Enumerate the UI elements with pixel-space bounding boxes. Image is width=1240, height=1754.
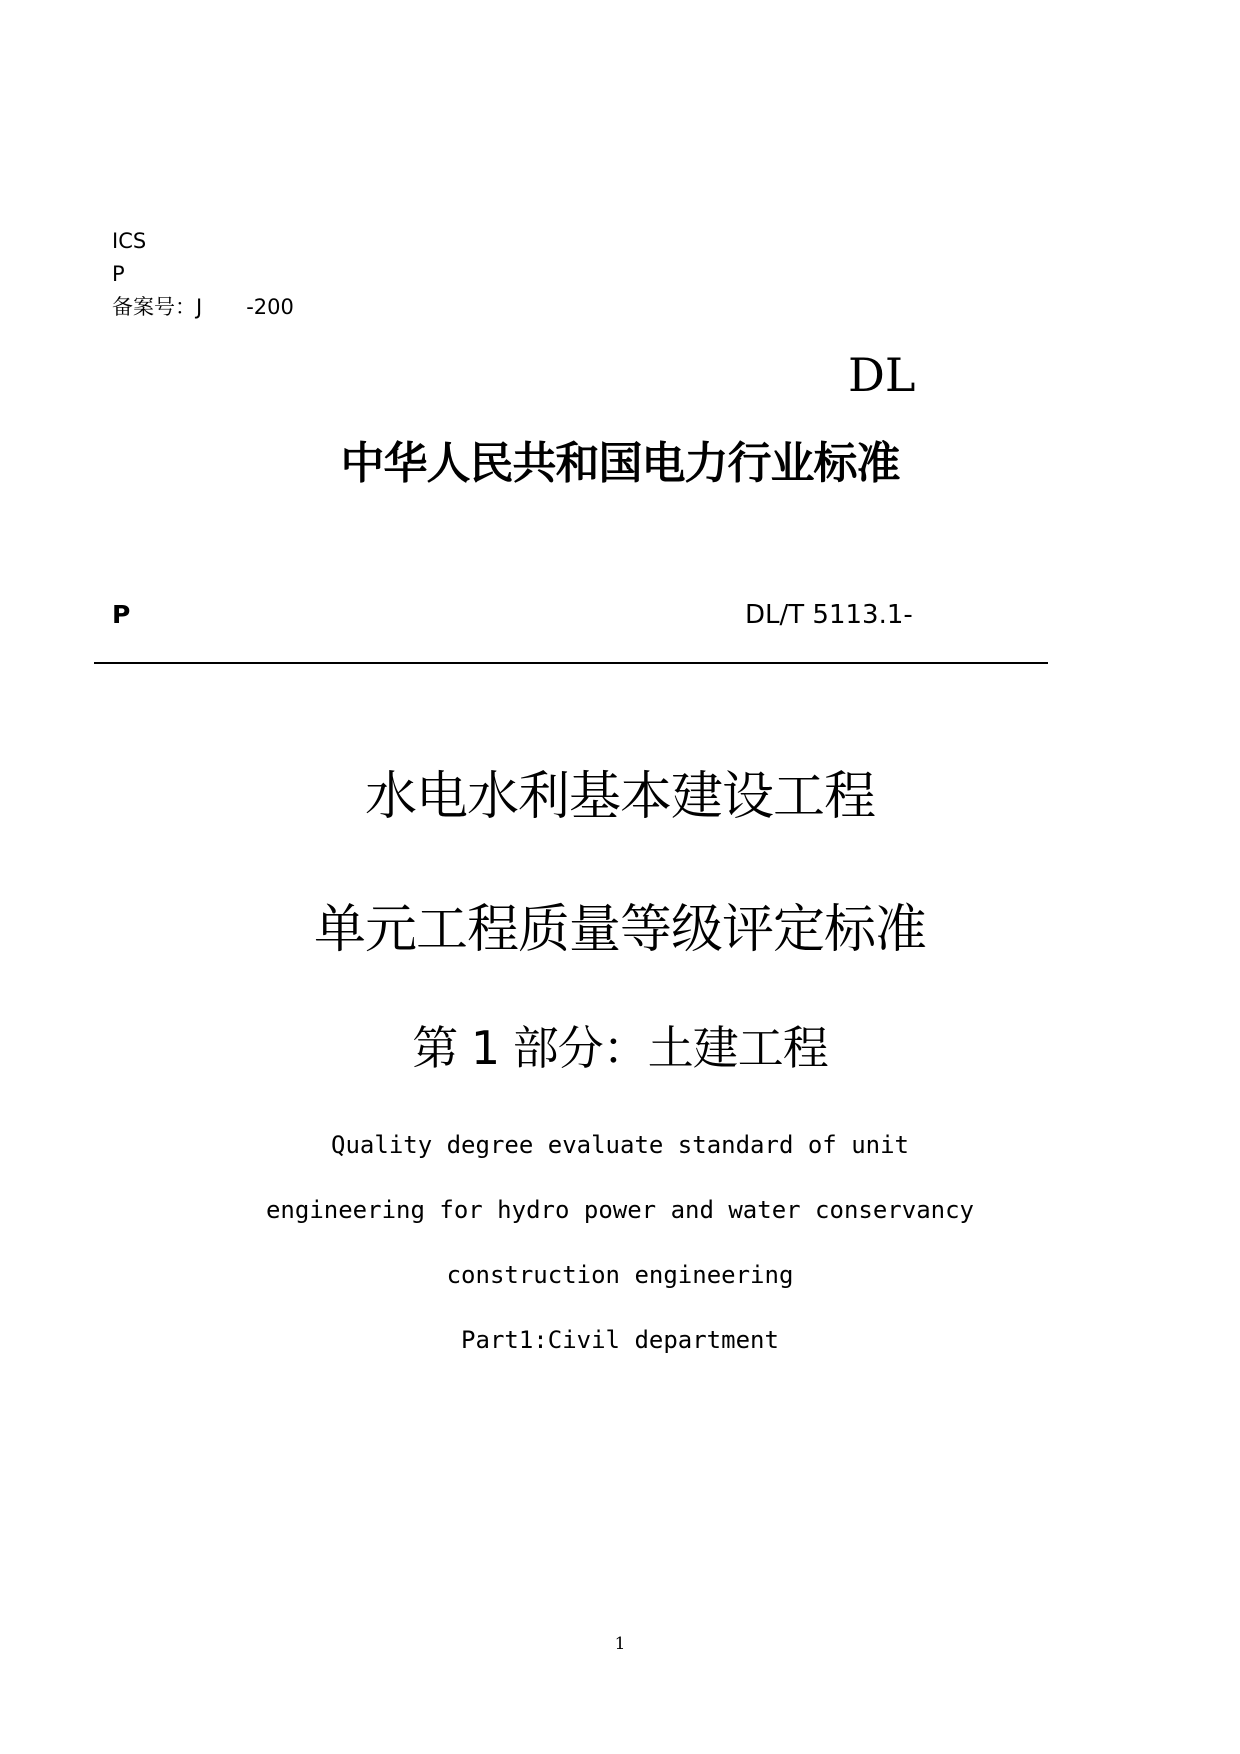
english-title-line: Quality degree evaluate standard of unit <box>331 1131 909 1159</box>
filing-suffix: -200 <box>246 295 294 319</box>
header-divider <box>94 662 1048 664</box>
english-title-line: construction engineering <box>446 1261 794 1289</box>
ics-code: ICS <box>112 229 147 253</box>
standard-number: DL/T 5113.1- <box>745 600 913 630</box>
english-title-line: engineering for hydro power and water conservancy <box>265 1196 974 1224</box>
dl-logo-text: DL <box>848 348 916 402</box>
classification-code: P <box>112 262 125 286</box>
industry-standard-title: 中华人民共和国电力行业标准 <box>340 438 900 489</box>
filing-number <box>112 295 294 319</box>
document-title-line-1: 水电水利基本建设工程 <box>364 767 875 827</box>
filing-label: 备案号：J <box>112 295 203 319</box>
header-class-code: P <box>112 600 131 629</box>
english-title-line: Part1:Civil department <box>461 1326 779 1354</box>
document-part-title: 第 1 部分：土建工程 <box>412 1021 828 1075</box>
page-number: 1 <box>614 1634 626 1654</box>
document-title-line-2: 单元工程质量等级评定标准 <box>313 900 926 960</box>
